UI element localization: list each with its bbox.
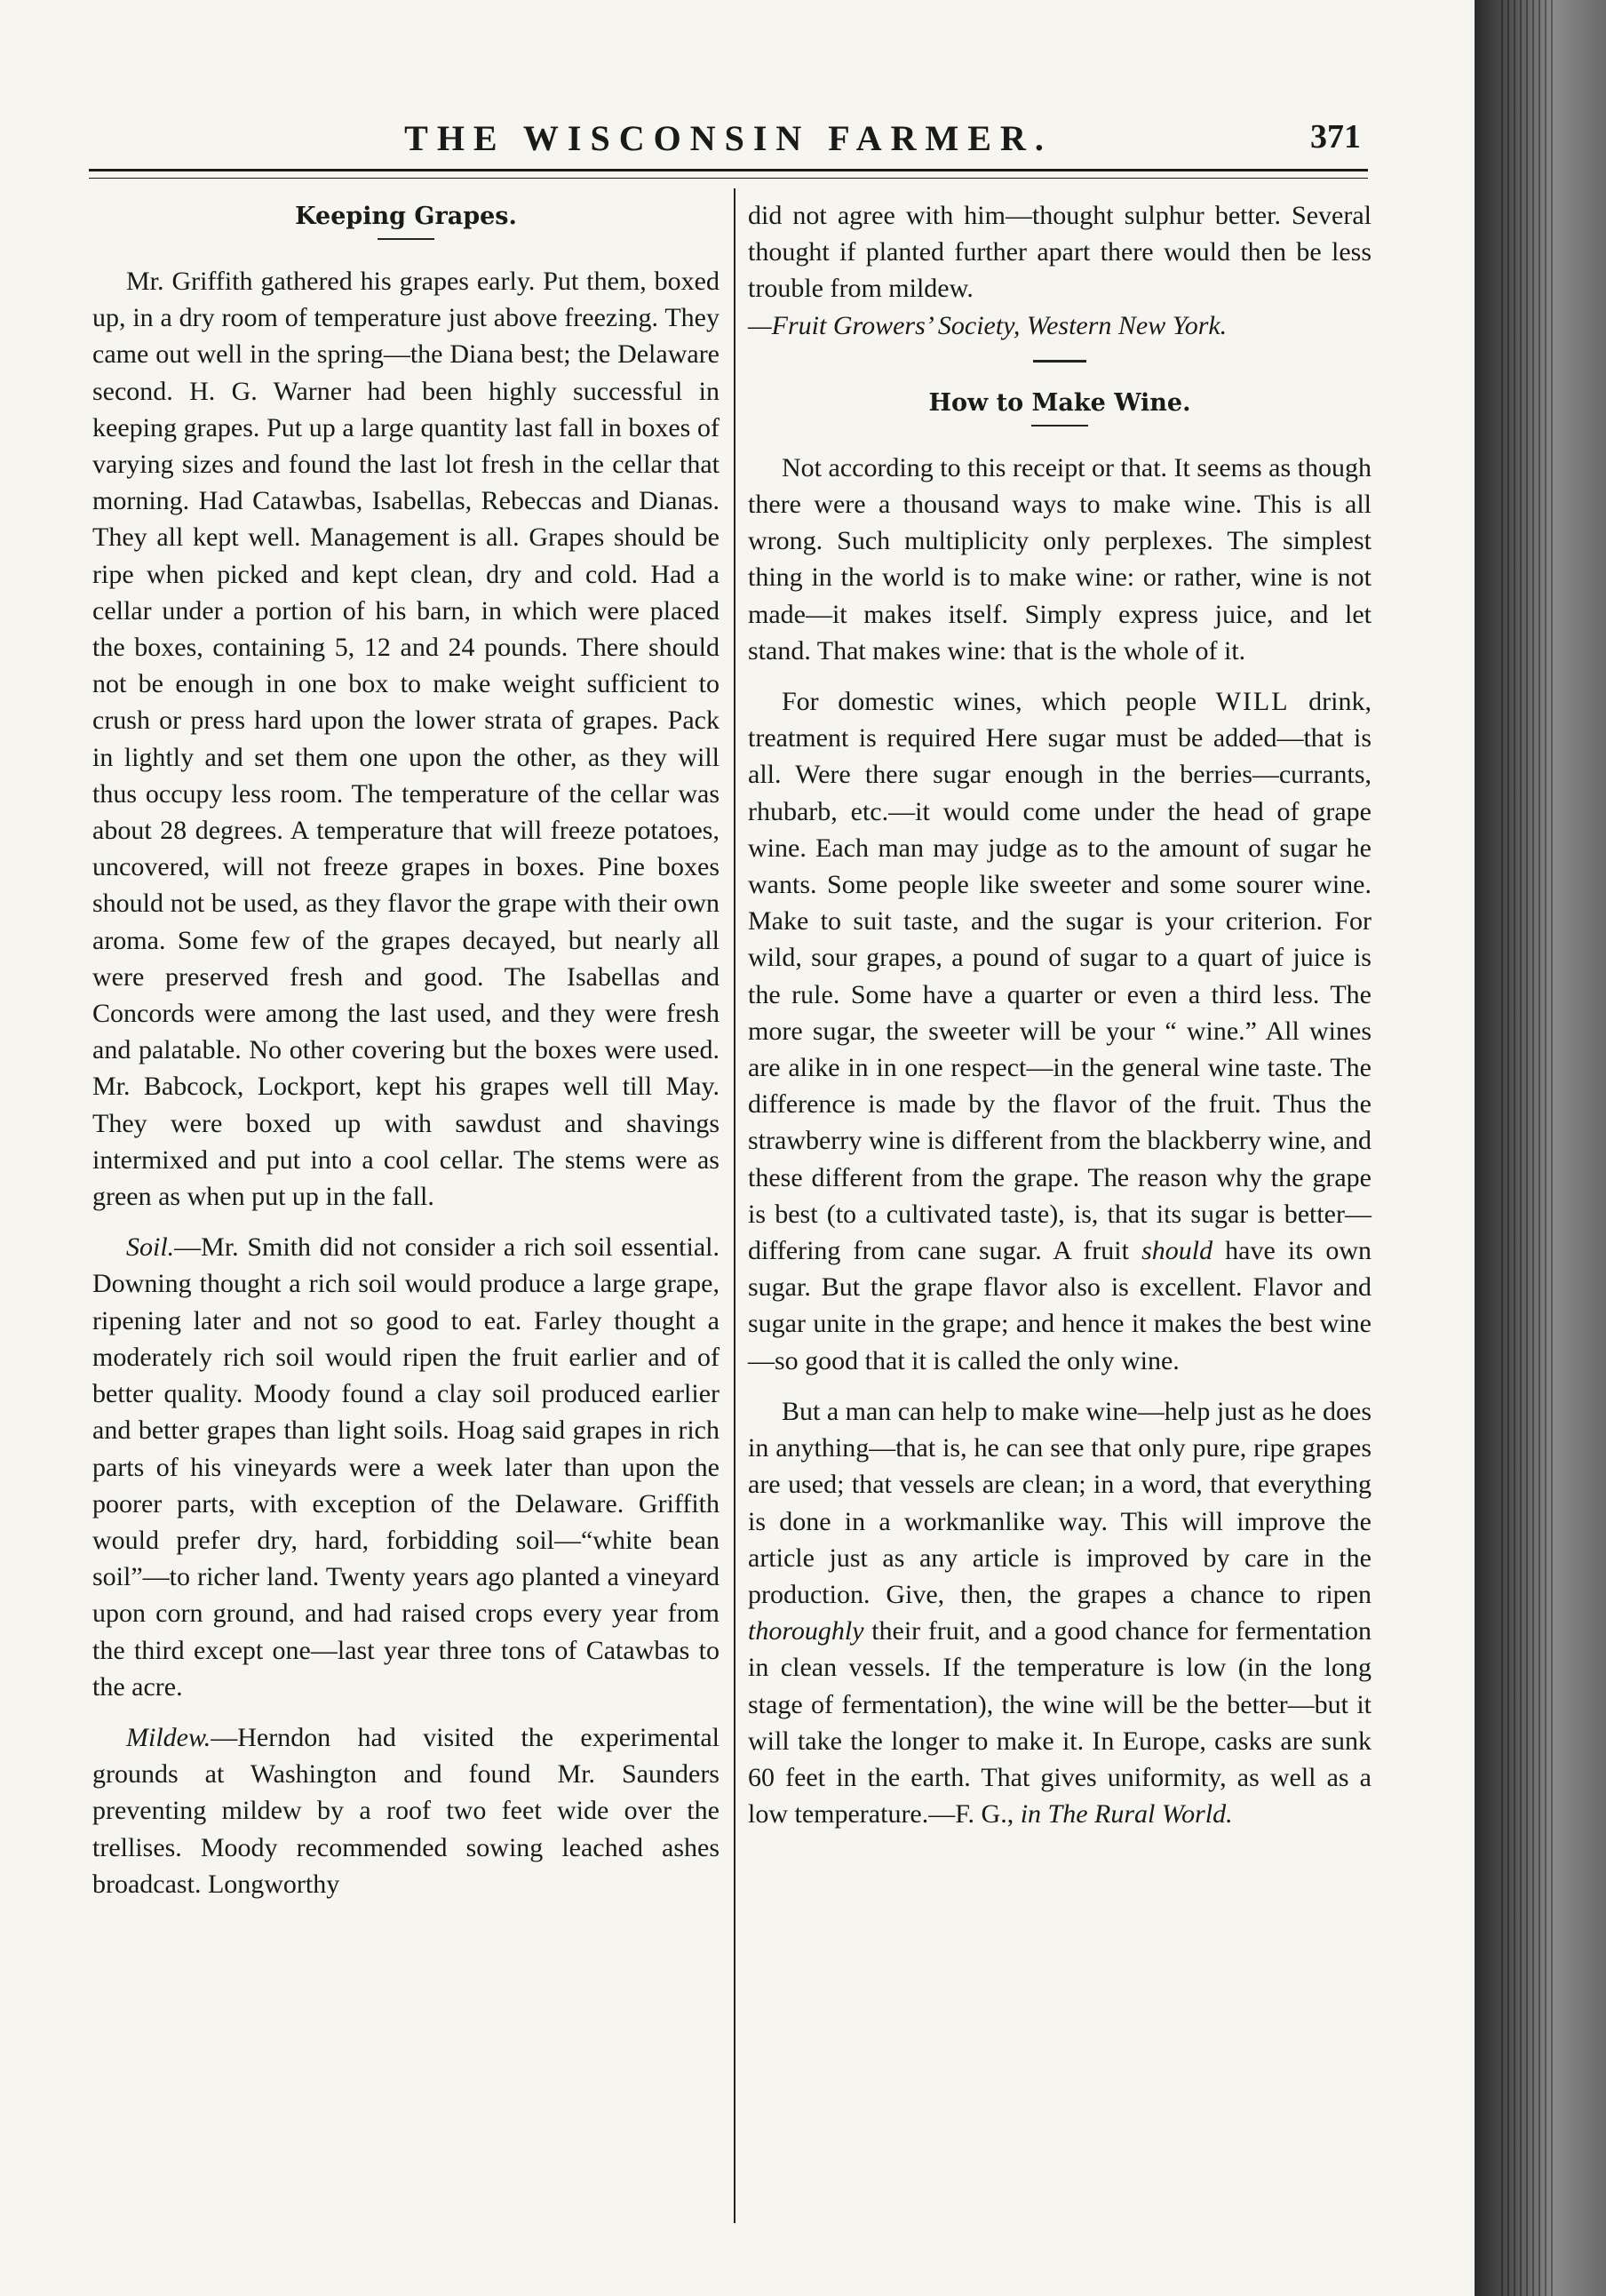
source-author: F. G., <box>955 1799 1021 1830</box>
wine-paragraph-2-text: For domestic wines, which people <box>782 687 1216 717</box>
article-paragraph: Mr. Griffith gathered his grapes early. Put them, boxed up, in a dry room of temperature just above freezing. They came out well in the spring—the Diana best; the Delaware second. H. G. Warner had been highly successful in keeping grapes. Put up a large quantity last fall in boxes of varying sizes and found the last lot fresh in the cellar that morning. Had Catawbas, Isabellas, Rebeccas and Dianas. They all kept well. Management is all. Grapes should be ripe when picked and kept clean, dry and cold. Had a cellar under a portion of his barn, in which were placed the boxes, containing 5, 12 and 24 pounds. There should not be enough in one box to make weight sufficient to crush or press hard upon the lower strata of grapes. Pack in lightly and set them one upon the other, as they will thus occupy less room. The temperature of the cellar was about 28 degrees. A temperature that will freeze potatoes, uncovered, will not freeze grapes in boxes. Pine boxes should not be used, as they flavor the grape with their own aroma. Some few of the grapes decayed, but nearly all were preserved fresh and good. The Isabellas and Concords were among the last used, and they were fresh and palatable. No other covering but the boxes were used. Mr. Babcock, Lockport, kept his grapes well till May. They were boxed up with sawdust and shavings intermixed and put into a cool cellar. The stems were as green as when put up in the fall. <box>92 267 720 1212</box>
left-column <box>92 197 720 1917</box>
wine-paragraph-2-text: have its own sugar. But the grape flavor also is excellent. Flavor and sugar unite in the grape; and hence it makes the best wine—so good that it is called the only wine. <box>748 1236 1371 1375</box>
wine-paragraph-3-text: But a man can help to make wine—help just as he does in anything—that is, he can see that only pure, ripe grapes are used; that vessels are clean; in a word, that everything is done in a workmanlike way. This will improve the article just as any article is improved by care in the production. Give, then, the grapes a chance to ripen <box>748 1396 1371 1609</box>
emphasis-should: should <box>1141 1236 1213 1266</box>
wine-paragraph-1: Not according to this receipt or that. It seems as though there were a thousand ways to make wine. This is all wrong. Such multiplicity only perplexes. The simplest thing in the world is to make wine: or rather, wine is not made—it makes itself. Simply express juice, and let stand. That makes wine: that is the whole of it. <box>748 452 1371 666</box>
section-divider <box>1033 360 1086 363</box>
continued-paragraph: did not agree with him—thought sulphur better. Several thought if planted further apart there would then be less trouble from mildew. <box>748 201 1371 304</box>
wine-paragraph-2-text: drink, treatment is required Here sugar must be added—that is all. Were there sugar enough in the berries—currants, rhubarb, etc.—it would come under the head of grape wine. Each man may judge as to the amount of sugar he wants. Some people like sweeter and some sourer wine. Make to suit taste, and the sugar is your criterion. For wild, sour grapes, a pound of sugar to a quart of juice is the rule. Some have a quarter or even a third less. The more sugar, the sweeter will be your “ wine.” All wines are alike in in one respect—in the general wine taste. The difference is made by the flavor of the fruit. Thus the strawberry wine is different from the blackberry wine, and these different from the grape. The reason why the grape is best (to a cultivated taste), is, that its sugar is better—differing from cane sugar. A fruit <box>748 687 1371 1266</box>
soil-label: Soil. <box>126 1232 175 1263</box>
emphasis-thoroughly: thoroughly <box>748 1616 864 1646</box>
article-heading-how-to-make-wine: How to Make Wine. <box>928 388 1191 417</box>
wine-paragraph-3-text: their fruit, and a good chance for fermentation in clean vessels. If the temperature is low (in the long stage of fermentation), the wine will be the better—but it will take the longer to make it. In Europe, casks are sunk 60 feet in the earth. That gives uniformity, as well as a low temperature.— <box>748 1616 1371 1830</box>
header-rule-thin <box>89 178 1368 179</box>
column-divider <box>734 188 735 2223</box>
heading-rule <box>1031 425 1088 427</box>
wine-paragraph-3 <box>748 1393 1371 1832</box>
wine-paragraph-2 <box>748 683 1371 1379</box>
mildew-label: Mildew. <box>126 1722 211 1752</box>
article-heading-keeping-grapes: Keeping Grapes. <box>295 203 517 230</box>
source-publication: in The Rural World. <box>1020 1799 1233 1830</box>
heading-rule <box>378 238 434 240</box>
header-rule <box>89 169 1368 171</box>
mildew-paragraph <box>92 1719 720 1902</box>
right-column <box>748 197 1371 1846</box>
running-title: THE WISCONSIN FARMER. <box>404 118 1053 158</box>
page-number: 371 <box>1310 118 1361 155</box>
source-attribution: —Fruit Growers’ Society, Western New York. <box>748 310 1228 340</box>
emphasis-will: WILL <box>1215 687 1290 717</box>
page-edges <box>1501 0 1554 2296</box>
mildew-text: —Herndon had visited the experimental grounds at Washington and found Mr. Saunders preventing mildew by a roof two feet wide over the trellises. Moody recommended sowing leached ashes broadcast. Longworthy <box>92 1722 720 1899</box>
soil-text: —Mr. Smith did not consider a rich soil essential. Downing thought a rich soil would produce a large grape, ripening later and not so good to eat. Farley thought a moderately rich soil would ripen the fruit earlier and of better quality. Moody found a clay soil produced earlier and better grapes than light soils. Hoag said grapes in rich parts of his vineyards were a week later than upon the poorer parts, with exception of the Delaware. Griffith would prefer dry, hard, forbidding soil—“white bean soil”—to richer land. Twenty years ago planted a vineyard upon corn ground, and had raised crops every year from the third except one—last year three tons of Catawbas to the acre. <box>92 1232 720 1702</box>
soil-paragraph <box>92 1229 720 1705</box>
